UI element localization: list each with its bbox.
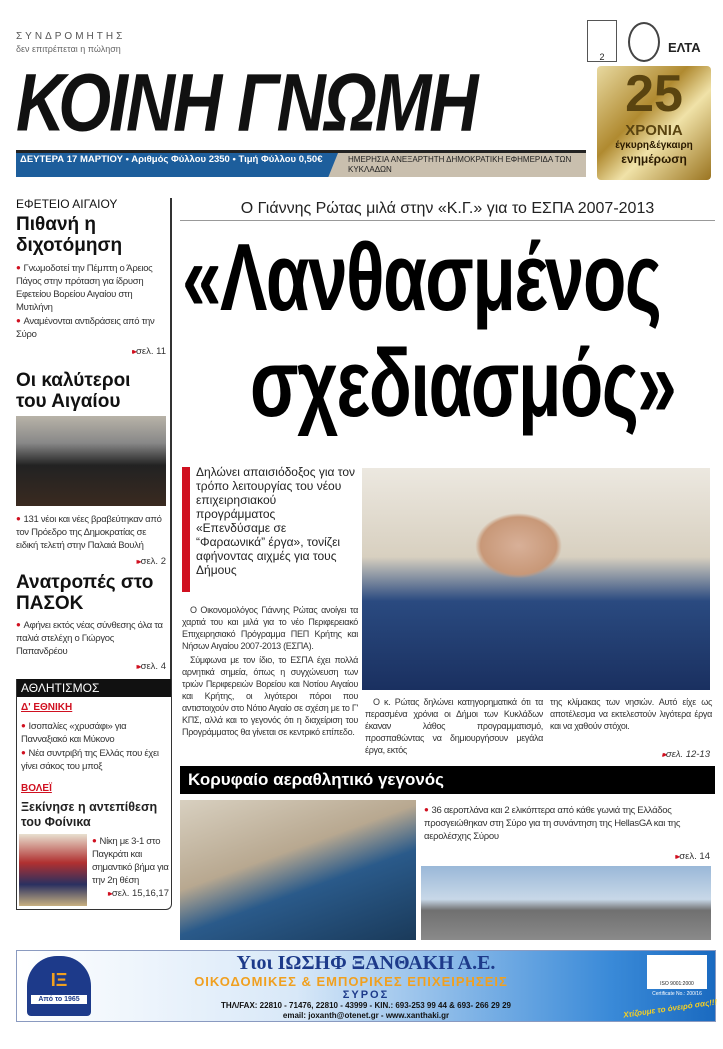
air-banner: Κορυφαίο αεραθλητικό γεγονός <box>180 766 715 794</box>
harbour-photo <box>180 800 416 940</box>
category-label: ΒΟΛΕΪ <box>21 783 52 794</box>
bullet: ● Ισοπαλίες «χρυσάφι» για Πανναξιακό και Μύκονο <box>21 719 167 746</box>
subscriber-label: ΣΥΝΔΡΟΜΗΤΗΣ <box>16 31 126 42</box>
ad-phones: ΤΗΛ/FAX: 22810 - 71476, 22810 - 43999 - ΚΙΝ.: 693-253 99 44 & 693- 266 29 29 <box>221 1001 511 1010</box>
masthead: ΚΟΙΝΗ ΓΝΩΜΗ <box>16 57 477 149</box>
badge-line1: έγκυρη&έγκαιρη <box>615 140 693 151</box>
subheadline: Ο Γιάννης Ρώτας μιλά στην «Κ.Γ.» για το ΕΣΠΑ 2007-2013 <box>180 199 715 221</box>
since-label: Από το 1965 <box>31 995 87 1004</box>
page-ref[interactable]: ▸▸ σελ. 2 <box>16 555 166 568</box>
deck <box>196 465 358 577</box>
cert-number: Certificate No.: 200/16 <box>652 991 702 997</box>
deck-line: Δηλώνει απαισιόδοξος για τον τρόπο λειτουργίας του νέου επιχειρησιακού προγράμματος <box>196 465 355 521</box>
page-ref[interactable]: ▸▸ σελ. 15,16,17 <box>92 887 169 900</box>
seal-icon <box>628 22 660 62</box>
logo-text: ΙΞ <box>50 970 68 990</box>
tagline: ΗΜΕΡΗΣΙΑ ΑΝΕΞΑΡΤΗΤΗ ΔΗΜΟΚΡΑΤΙΚΗ ΕΦΗΜΕΡΙΔΑ ΤΩΝ ΚΥΚΛΑΔΩΝ <box>348 155 572 174</box>
volleyball-photo <box>19 834 87 906</box>
headline-line1: «Λανθασμένος <box>182 224 661 331</box>
bullet: ● Αφήνει εκτός νέας σύνθεσης όλα τα παλιά στελέχη ο Γιώργος Παπανδρέου <box>16 618 166 658</box>
company-logo <box>27 956 91 1016</box>
anniversary-badge <box>597 66 711 180</box>
ad-tagline: ΟΙΚΟΔΟΜΙΚΕΣ & ΕΜΠΟΡΙΚΕΣ ΕΠΙΧΕΙΡΗΣΕΙΣ <box>194 974 508 989</box>
paragraph: της κλίμακας των νησιών. Αυτό είχε ως αποτέλεσμα να εκτελεστούν λιγότερα έργα και να χαθούν στόχοι. <box>550 697 712 731</box>
bullet: ● 36 αεροπλάνα και 2 ελικόπτερα από κάθε γωνιά της Ελλάδος προσγειώθηκαν στη Σύρο για τη συνάντηση της HellasGA και της αερολέσχης Σύρου <box>424 803 714 843</box>
bullet: ● Αναμένονται αντιδράσεις από την Σύρο <box>16 314 166 341</box>
bullet: ● Γνωμοδοτεί την Πέμπτη ο Άρειος Πάγος στην πρόταση για ίδρυση Εφετείου Βορείου Αιγαίου στη Μυτιλήνη <box>16 261 166 314</box>
ad-slogan: Χτίζουμε το όνειρό σας!!! <box>622 997 718 1020</box>
page-ref[interactable]: ▸▸ σελ. 12-13 <box>600 748 710 761</box>
paragraph: Ο Οικονομολόγος Γιάννης Ρώτας ανοίγει τα χαρτιά του και μιλά για το νέο Περιφερειακό Επιχειρησιακό Πρόγραμμα ΠΕΠ Κρήτης και Νήσων Αιγαίου 2007-2013 (ΕΣΠΑ). <box>182 605 358 651</box>
sidebar-divider <box>170 198 172 686</box>
iso-cert: ISO 9001:2000 <box>647 955 707 989</box>
ceremony-photo <box>16 416 166 506</box>
badge-line2: ενημέρωση <box>621 152 687 166</box>
sports-box <box>16 679 172 910</box>
badge-years: ΧΡΟΝΙΑ <box>625 122 683 139</box>
body-col1 <box>182 604 358 738</box>
deck-line: «Επενδύσαμε σε “Φαραωνικά” έργα», τονίζει αφήνοντας αιχμές για τους Δήμους <box>196 521 341 577</box>
subscriber-note: δεν επιτρέπεται η πώληση <box>16 44 121 54</box>
ad-contact[interactable]: email: joxanth@otenet.gr - www.xanthaki.gr <box>282 1011 450 1020</box>
page-ref[interactable]: ▸▸ σελ. 14 <box>620 850 710 863</box>
postage-digit: 2 <box>599 52 605 62</box>
issue-info: ΔΕΥΤΕΡΑ 17 ΜΑΡΤΙΟΥ • Αριθμός Φύλλου 2350 • Τιμή Φύλλου 0,50€ <box>20 154 323 165</box>
postage-box <box>587 20 617 62</box>
issue-info-bar <box>16 150 586 177</box>
paragraph: Ο κ. Ρώτας δηλώνει κατηγορηματικά ότι τα περασμένα χρόνια οι Δήμοι των Κυκλάδων έκαναν λάθος προγραμματισμό, προσπαθώντας να δημιουργήσουν μεγάλα έργα, εκτός <box>365 697 543 755</box>
page-ref[interactable]: ▸▸ σελ. 11 <box>16 345 166 358</box>
story-title: Ξεκίνησε η αντεπίθεση του Φοίνικα <box>21 800 158 829</box>
bullet: ● 131 νέοι και νέες βραβεύτηκαν από τον Πρόεδρο της Δημοκρατίας σε ειδική τελετή στην Παλαιά Βουλή <box>16 512 166 552</box>
headline-line2: σχεδιασμός» <box>250 330 676 437</box>
sidebar <box>16 197 169 910</box>
category-label: Δ' ΕΘΝΙΚΗ <box>21 702 73 713</box>
ad-company: Υιοι ΙΩΣΗΦ ΞΑΝΘΑΚΗ Α.Ε. <box>236 952 496 974</box>
advertisement[interactable] <box>16 950 716 1022</box>
deck-accent-bar <box>182 467 190 592</box>
story-title: Πιθανή η διχοτόμηση <box>16 214 123 256</box>
sidebar-story-appeals-court <box>16 197 166 358</box>
story-title: Οι καλύτεροι του Αιγαίου <box>16 370 131 412</box>
kicker: ΕΦΕΤΕΙΟ ΑΙΓΑΙΟΥ <box>16 197 118 211</box>
bullet: ● Νέα συντριβή της Ελλάς που έχει γίνει σάκος του μποξ <box>21 746 167 773</box>
sports-header: ΑΘΛΗΤΙΣΜΟΣ <box>17 679 171 697</box>
page-ref[interactable]: ▸▸ σελ. 4 <box>16 660 166 673</box>
ad-city: ΣΥΡΟΣ <box>342 989 390 1001</box>
paragraph: Σύμφωνα με τον ίδιο, το ΕΣΠΑ έχει πολλά αρνητικά σημεία, όπως η συγχώνευση των τριών Περιφερειών Βορείου και Νοτίου Αιγαίου και Κρήτης, οι λιγότεροι πόροι που αντιστοιχούν στο Νότιο Αιγαίο σε σχέση με το Γ' ΚΠΣ, αλλά και το γεγονός ότι η διαχείριση του Προγράμματος θα γίνεται σε κεντρικό επίπεδο. <box>182 655 358 737</box>
badge-number: 25 <box>625 65 683 123</box>
sidebar-story-pasok <box>16 572 166 673</box>
airplanes-photo <box>421 866 711 940</box>
interview-photo <box>362 468 710 690</box>
bullet: ● Νίκη με 3-1 στο Παγκράτι και σημαντικό βήμα για την 2η θέση <box>92 834 169 887</box>
elta-logo: ΕΛΤΑ <box>668 40 701 55</box>
story-title: Ανατροπές στο ΠΑΣΟΚ <box>16 572 154 614</box>
sidebar-story-best <box>16 370 166 568</box>
